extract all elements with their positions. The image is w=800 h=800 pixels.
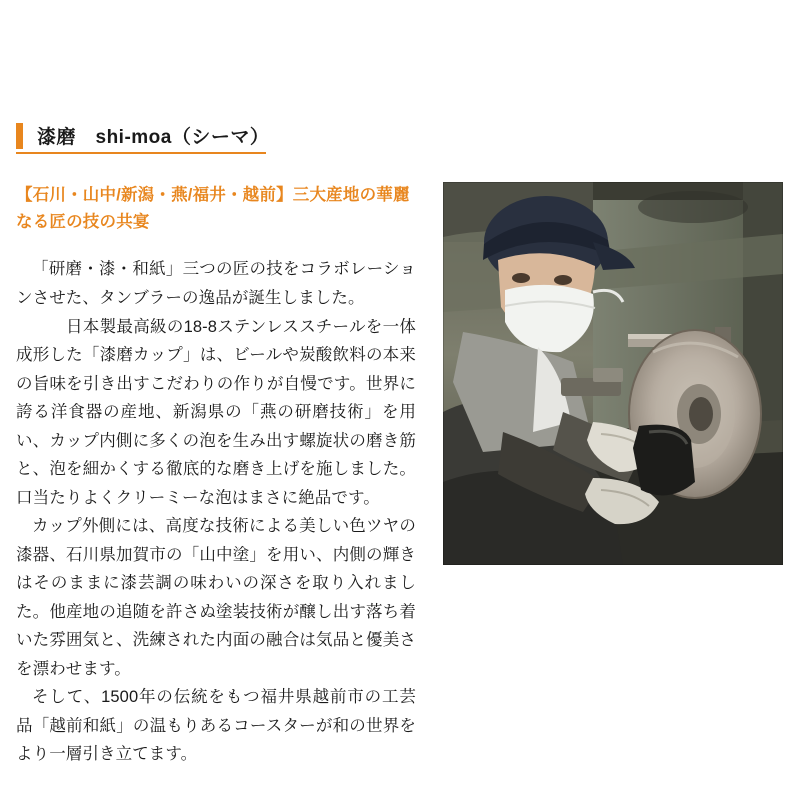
page-title: 漆磨 shi-moa（シーマ） bbox=[37, 127, 270, 148]
body-paragraph-4: そして、1500年の伝統をもつ福井県越前市の工芸品「越前和紙」の温もりあるコースターが和の世界をより一層引き立てます。 bbox=[16, 688, 416, 764]
body-text bbox=[16, 255, 416, 769]
craftsman-polishing-photo bbox=[443, 182, 783, 565]
body-paragraph-3: カップ外側には、高度な技術による美しい色ツヤの漆器、石川県加賀市の「山中塗」を用い、内側の輝きはそのままに漆芸調の味わいの深さを取り入れました。他産地の追随を許さぬ塗装技術が醸し出す落ち着いた雰囲気と、洗練された内面の融合は気品と優美さを漂わせます。 bbox=[16, 517, 416, 678]
body-paragraph-2: 日本製最高級の18-8ステンレススチールを一体成形した「漆磨カップ」は、ビールや炭酸飲料の本来の旨味を引き出すこだわりの作りが自慢です。世界に誇る洋食器の産地、新潟県の「燕の研磨技術」を用い、カップ内側に多くの泡を生み出す螺旋状の磨き筋と、泡を細かくする徹底的な磨き上げを施しました。口当たりよくクリーミーな泡はまさに絶品です。 bbox=[16, 317, 416, 507]
page-title-block bbox=[16, 122, 269, 149]
body-paragraph-1: 「研磨・漆・和紙」三つの匠の技をコラボレーションさせた、タンブラーの逸品が誕生しました。 bbox=[16, 260, 416, 307]
title-underline bbox=[16, 152, 266, 154]
title-accent-bar bbox=[16, 123, 23, 149]
text-column bbox=[16, 182, 416, 769]
lead-paragraph: 【石川・山中/新潟・燕/福井・越前】三大産地の華麗なる匠の技の共宴 bbox=[16, 186, 410, 231]
